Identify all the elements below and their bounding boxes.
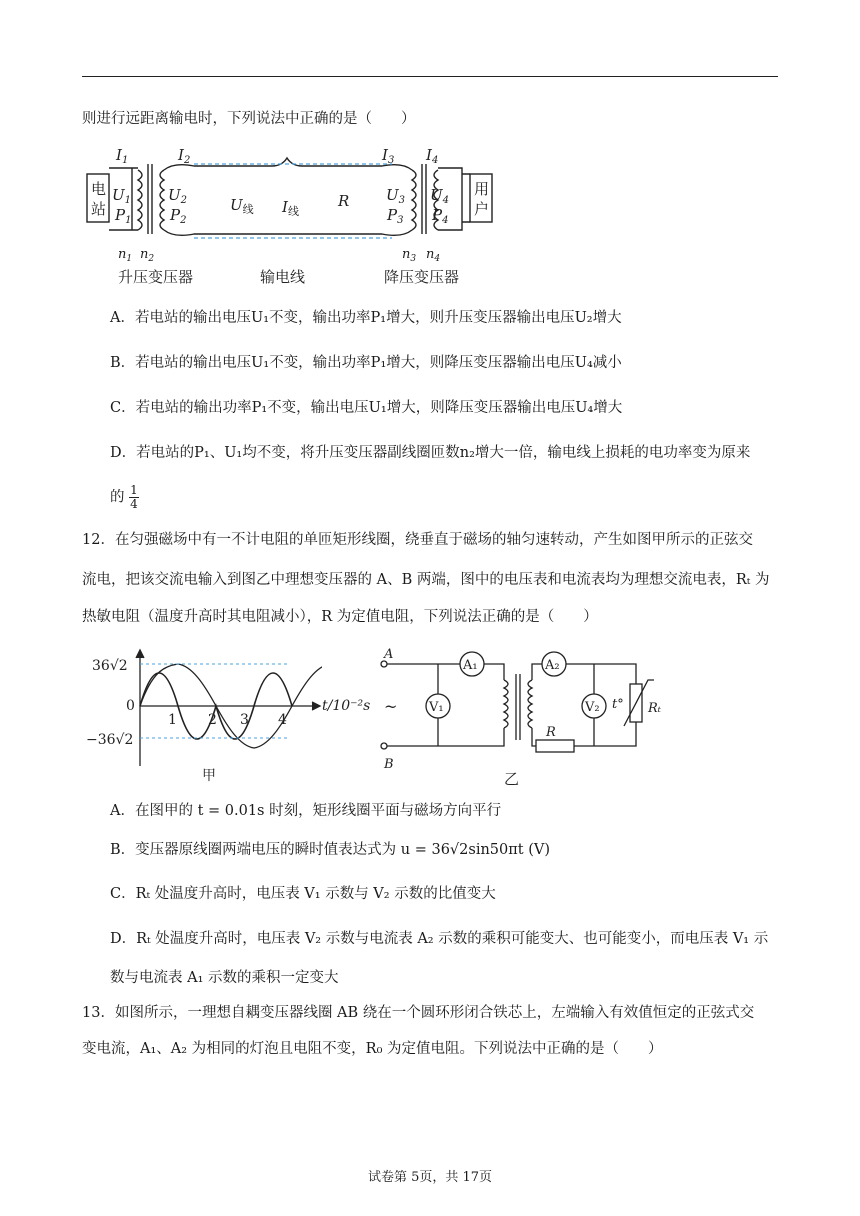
q12-option-b: B．变压器原线圈两端电压的瞬时值表达式为 u = 36√2sin50πt (V) bbox=[110, 842, 551, 858]
svg-text:n2: $n_2$ bbox=[140, 247, 155, 264]
svg-text:I4 bbox=[425, 146, 438, 166]
thermistor-label: Rₜ bbox=[648, 701, 661, 716]
transmission-diagram bbox=[82, 138, 502, 288]
label-P3: P bbox=[387, 206, 398, 224]
svg-text:A₁: A₁ bbox=[463, 658, 478, 673]
x-axis-label: t/10⁻²s bbox=[322, 698, 371, 714]
q12-stem-1: 12．在匀强磁场中有一不计电阻的单匝矩形线圈，绕垂直于磁场的轴匀速转动，产生如图甲所示的正弦交 bbox=[82, 532, 753, 548]
q12-stem-3: 热敏电阻（温度升高时其电阻减小），R 为定值电阻，下列说法正确的是（ ） bbox=[82, 609, 598, 625]
q13-stem-2: 变电流，A₁、A₂ 为相同的灯泡且电阻不变，R₀ 为定值电阻。下列说法中正确的是（ ） bbox=[82, 1041, 663, 1057]
label-I3: I bbox=[382, 146, 388, 164]
fraction-one-quarter: $\frac{1}{4}$ bbox=[130, 483, 138, 511]
q13-stem-1: 13．如图所示，一理想自耦变压器线圈 AB 绕在一个圆环形闭合铁芯上，左端输入有效值恒定的正弦式交 bbox=[82, 1005, 755, 1021]
svg-text:P4: $P_4$ bbox=[432, 206, 449, 226]
q12-option-d: D．Rₜ 处温度升高时，电压表 V₂ 示数与电流表 A₂ 示数的乘积可能变大、也可能变小，而电压表 V₁ 示 bbox=[110, 931, 769, 947]
user-label-2: 户 bbox=[474, 200, 490, 218]
svg-text:V₁: V₁ bbox=[429, 700, 444, 715]
x-tick-4: 4 bbox=[278, 712, 287, 728]
caption-line: 输电线 bbox=[260, 268, 306, 286]
x-tick-2: 2 bbox=[208, 712, 217, 728]
svg-text:I1 bbox=[115, 146, 128, 166]
q11-stem: 则进行远距离输电时，下列说法中正确的是（ ） bbox=[82, 111, 416, 127]
terminal-a: A bbox=[384, 647, 394, 662]
svg-text:P1: $P_1$ bbox=[115, 206, 132, 226]
label-U4: U bbox=[430, 186, 443, 204]
caption-step-up: 升压变压器 bbox=[118, 268, 194, 286]
caption-step-down: 降压变压器 bbox=[384, 268, 460, 286]
label-I2: I bbox=[178, 146, 184, 164]
q12-option-d-cont: 数与电流表 A₁ 示数的乘积一定变大 bbox=[110, 970, 339, 986]
y-zero-label: 0 bbox=[126, 698, 135, 714]
svg-text:U4: $U_4$ bbox=[430, 186, 450, 206]
q12-option-c: C．Rₜ 处温度升高时，电压表 V₁ 示数与 V₂ 示数的比值变大 bbox=[110, 886, 496, 902]
svg-text:U3: $U_3$ bbox=[386, 186, 406, 206]
svg-text:I2 bbox=[177, 146, 190, 166]
label-U2: U bbox=[168, 186, 181, 204]
station-label-2: 站 bbox=[91, 200, 107, 218]
header-rule bbox=[82, 76, 778, 77]
q11-option-d: D．若电站的P₁、U₁均不变，将升压变压器副线圈匝数n₂增大一倍，输电线上损耗的电功率变为原来 bbox=[110, 445, 751, 461]
label-I4: I bbox=[426, 146, 432, 164]
q12-option-a: A．在图甲的 t = 0.01s 时刻，矩形线圈平面与磁场方向平行 bbox=[110, 803, 502, 819]
svg-text:V₂: V₂ bbox=[585, 700, 600, 715]
ac-source-symbol: ~ bbox=[384, 697, 398, 716]
label-P1: P bbox=[115, 206, 126, 224]
svg-text:U2: $U_2$ bbox=[168, 186, 188, 206]
sub-4: 4 bbox=[431, 155, 439, 166]
sub-1: 1 bbox=[121, 155, 129, 166]
page-footer: 试卷第 5页，共 17页 bbox=[367, 1170, 493, 1185]
sub-2: 2 bbox=[183, 155, 191, 166]
svg-text:P3: $P_3$ bbox=[387, 206, 404, 226]
graph-caption: 甲 bbox=[202, 768, 216, 784]
label-P2: P bbox=[170, 206, 181, 224]
svg-text:U线: $U_线$ bbox=[230, 196, 254, 216]
q11-option-b: B．若电站的输出电压U₁不变，输出功率P₁增大，则降压变压器输出电压U₄减小 bbox=[110, 355, 622, 371]
label-P4: P bbox=[432, 206, 443, 224]
q11-option-c: C．若电站的输出功率P₁不变，输出电压U₁增大，则降压变压器输出电压U₄增大 bbox=[110, 400, 623, 416]
q12-stem-2: 流电，把该交流电输入到图乙中理想变压器的 A、B 两端，图中的电压表和电流表均为理想交流电表，Rₜ 为 bbox=[82, 572, 770, 588]
x-tick-1: 1 bbox=[168, 712, 177, 728]
svg-text:A₂: A₂ bbox=[545, 658, 560, 673]
circuit-caption: 乙 bbox=[504, 770, 520, 788]
label-I1: I bbox=[116, 146, 122, 164]
q11-option-a: A．若电站的输出电压U₁不变，输出功率P₁增大，则升压变压器输出电压U₂增大 bbox=[110, 310, 622, 326]
label-n1: n bbox=[118, 247, 127, 262]
label-n4: n bbox=[426, 247, 435, 262]
svg-text:n1: $n_1$ bbox=[118, 247, 133, 264]
svg-text:I线: $I_线$ bbox=[282, 198, 299, 218]
svg-text:P2: $P_2$ bbox=[170, 206, 187, 226]
transformer-circuit bbox=[378, 644, 678, 790]
label-n2: n bbox=[140, 247, 149, 262]
y-min-label: −36√2 bbox=[86, 732, 134, 748]
sub-3: 3 bbox=[387, 155, 395, 166]
temp-label: t° bbox=[612, 697, 624, 712]
x-tick-3: 3 bbox=[240, 712, 249, 728]
label-U1: U bbox=[112, 186, 125, 204]
label-Uline: U bbox=[230, 196, 243, 214]
label-Iline: I bbox=[282, 198, 288, 216]
label-U3: U bbox=[386, 186, 399, 204]
y-max-label: 36√2 bbox=[92, 658, 128, 674]
label-R: R bbox=[338, 192, 350, 210]
svg-text:I3 bbox=[381, 146, 394, 166]
svg-text:n4: $n_4$ bbox=[426, 247, 441, 264]
q11-option-d-tail: 的 $\frac{1}{4}$ bbox=[110, 483, 138, 511]
user-label-1: 用 bbox=[474, 180, 490, 198]
resistor-r-label: R bbox=[546, 725, 556, 740]
station-label-1: 电 bbox=[91, 180, 107, 198]
label-n3: n bbox=[402, 247, 411, 262]
terminal-b: B bbox=[384, 757, 394, 772]
sine-graph bbox=[82, 644, 382, 790]
svg-text:n3: $n_3$ bbox=[402, 247, 417, 264]
svg-text:U1: $U_1$ bbox=[112, 186, 132, 206]
